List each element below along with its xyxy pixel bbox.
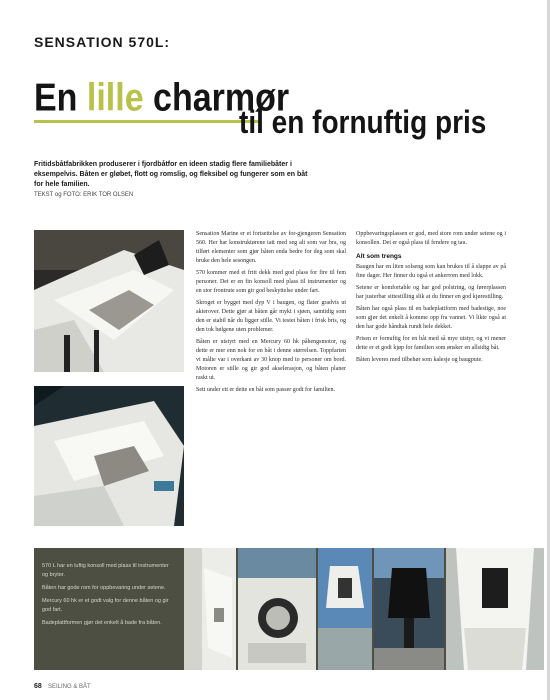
- photo-boat-bow: [34, 386, 184, 526]
- strip-caption-1: 570 L har en luftig konsoll med plass til instrumenter og bryter.: [42, 563, 169, 578]
- col1-paragraph-4: Båten er utstyrt med en Mercury 60 hk påhengsmotor, og dette er mer enn nok for en båt i denne størrelsen. Toppfarten vi målte var i overkant av 30 knop med to personer om bord. Motoren er stille og gir god akselerasjon, og båten planer raskt ut.: [196, 339, 346, 381]
- col2-paragraph-2: Baugen har en liten solseng som kan brukes til å slappe av på fine dager. Her finner du også et ankerrom med lokk.: [356, 264, 506, 279]
- strip-caption-3: Mercury 60 hk er et godt valg for denne båten og gir god fart.: [42, 598, 169, 613]
- col2-paragraph-6: Båten leveres med tilbehør som kalesje og baugpute.: [356, 357, 483, 363]
- strip-photo-3: [318, 548, 372, 670]
- text-column-1: [196, 230, 346, 520]
- col1-paragraph-1: Sensation Marine er et fortsettelse av for-gjengeren Sensation 560. Her har konstruktørene tatt med seg alt som var bra, og tilført elementer som gjør båten enda bedre for deg som skal bruke den hele sesongen.: [196, 231, 346, 264]
- magazine-name: SEILING & BÅT: [48, 684, 91, 690]
- col2-subhead: Alt som trengs: [356, 253, 402, 260]
- headline-left-pre: En: [34, 76, 87, 120]
- strip-photo-1: [184, 548, 236, 670]
- col2-paragraph-4: Båten har også plass til en badeplattform med badestige, noe som gjør det enkelt å komme opp fra vannet. Vi likte også at den har gode håndtak rundt hele dekket.: [356, 306, 506, 330]
- ingress: Fritidsbåtfabrikken produserer i fjordbåtfor en ideen stadig flere familiebåter i eksempelvis. Båten er gløbet, flott og romslig, og fleksibel og fungerer som en båt for hele familien.: [34, 161, 308, 188]
- col2-paragraph-1: Oppbevaringsplassen er god, med store rom under setene og i konsollen. Det er også plass til fendere og tau.: [356, 231, 506, 246]
- col2-paragraph-5: Prisen er fornuftig for en båt med så mye utstyr, og vi mener dette er et godt kjøp for familien som ønsker en allsidig båt.: [356, 336, 506, 351]
- headline-left-post: charmør: [143, 76, 290, 120]
- text-column-2: [356, 230, 506, 520]
- headline-highlight: lille: [86, 76, 144, 120]
- pre-title: SENSATION 570L:: [34, 34, 171, 50]
- strip-caption-2: Båten har gode rom for oppbevaring under setene.: [42, 585, 166, 591]
- strip-caption-4: Badeplattformen gjør det enkelt å bade fra båten.: [42, 620, 162, 626]
- headline-right: til en fornuftig pris: [239, 104, 487, 140]
- strip-photo-2: [238, 548, 316, 670]
- photo-boat-interior: [34, 230, 184, 372]
- strip-photo-5: [446, 548, 544, 670]
- page-number: 68: [34, 683, 42, 690]
- col2-paragraph-3: Setene er komfortable og har god polstring, og førerplassen har justerbar sittestilling slik at du finner en god kjørestilling.: [356, 285, 506, 300]
- strip-captions: [42, 562, 172, 632]
- strip-photo-4: [374, 548, 444, 670]
- headline-accent-rule: [34, 120, 259, 123]
- col1-paragraph-5: Sett under ett er dette en båt som passer godt for familien.: [196, 387, 335, 393]
- byline: TEKST og FOTO: ERIK TOR OLSEN: [34, 192, 134, 198]
- headline: [34, 76, 544, 140]
- col1-paragraph-2: 570 kommer med et fritt dekk med god plass for fire til fem personer. Det er en fin konsoll med plass til instrumenter og en stor frontrute som gir god beskyttelse under fart.: [196, 270, 346, 294]
- col1-paragraph-3: Skroget er bygget med dyp V i baugen, og flater gradvis ut akterover. Dette gjør at båten går mykt i sjøen, samtidig som den er stabil når du ligger stille. Vi testet båten i frisk bris, og den tok bølgene uten problemer.: [196, 300, 346, 333]
